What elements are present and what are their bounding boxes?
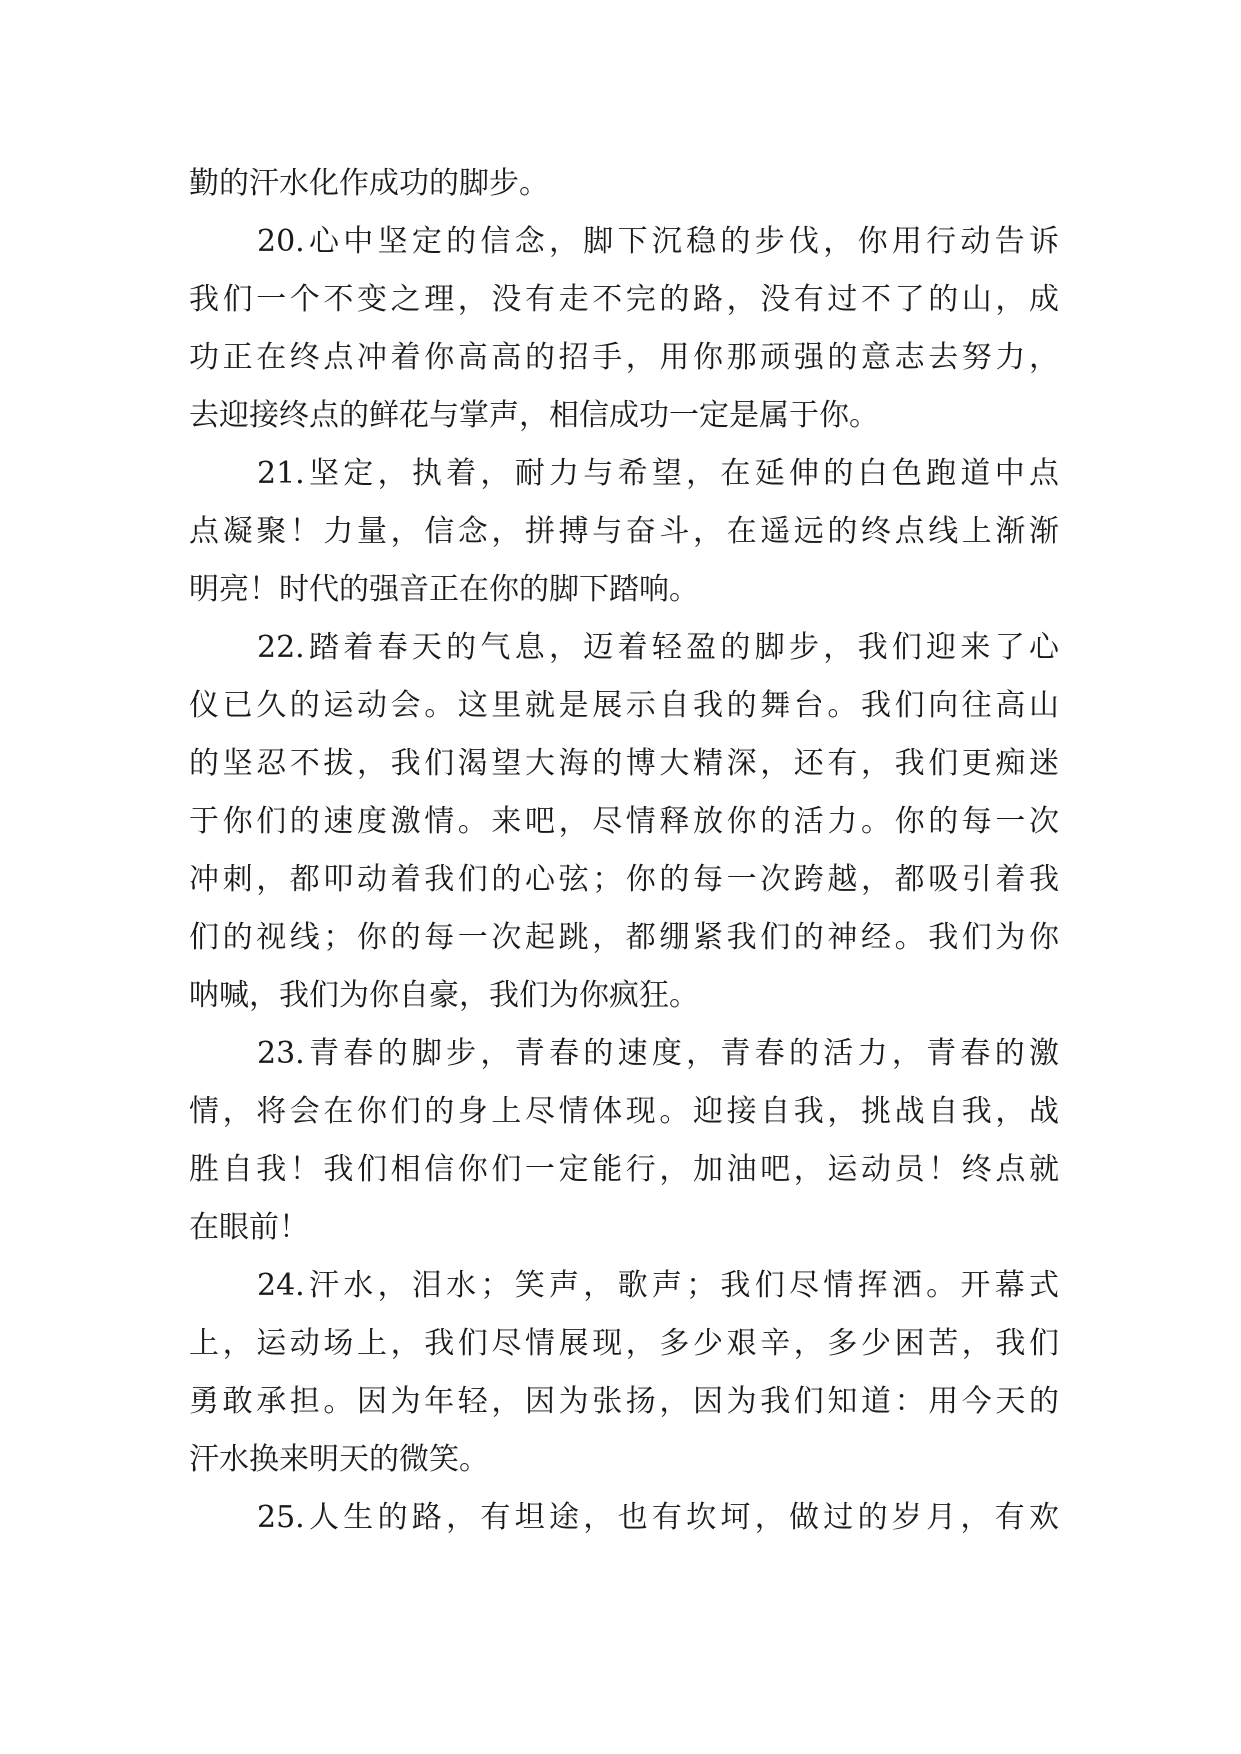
- body-text: [189, 155, 1059, 1547]
- text-line: 的坚忍不拔，我们渴望大海的博大精深，还有，我们更痴迷: [189, 746, 1059, 781]
- text-line: 情，将会在你们的身上尽情体现。迎接自我，挑战自我，战: [189, 1094, 1059, 1129]
- text-line: 21.坚定，执着，耐力与希望，在延伸的白色跑道中点: [257, 456, 1059, 491]
- text-line: 仪已久的运动会。这里就是展示自我的舞台。我们向往高山: [189, 688, 1059, 723]
- text-line: 胜自我！我们相信你们一定能行，加油吧，运动员！终点就: [189, 1152, 1059, 1187]
- text-line: 勇敢承担。因为年轻，因为张扬，因为我们知道：用今天的: [189, 1384, 1059, 1419]
- text-line: 上，运动场上，我们尽情展现，多少艰辛，多少困苦，我们: [189, 1326, 1059, 1361]
- text-line: 去迎接终点的鲜花与掌声，相信成功一定是属于你。: [189, 398, 879, 433]
- text-line: 我们一个不变之理，没有走不完的路，没有过不了的山，成: [189, 282, 1059, 317]
- text-line: 功正在终点冲着你高高的招手，用你那顽强的意志去努力，: [189, 340, 1059, 375]
- text-line: 点凝聚！力量，信念，拼搏与奋斗，在遥远的终点线上渐渐: [189, 514, 1059, 549]
- text-line: 们的视线；你的每一次起跳，都绷紧我们的神经。我们为你: [189, 920, 1059, 955]
- text-line: 25.人生的路，有坦途，也有坎坷，做过的岁月，有欢: [257, 1500, 1059, 1535]
- text-line: 22.踏着春天的气息，迈着轻盈的脚步，我们迎来了心: [257, 630, 1059, 665]
- text-line: 24.汗水，泪水；笑声，歌声；我们尽情挥洒。开幕式: [257, 1268, 1059, 1303]
- text-line: 勤的汗水化作成功的脚步。: [189, 166, 549, 201]
- text-line: 明亮！时代的强音正在你的脚下踏响。: [189, 572, 699, 607]
- text-line: 于你们的速度激情。来吧，尽情释放你的活力。你的每一次: [189, 804, 1059, 839]
- text-line: 呐喊，我们为你自豪，我们为你疯狂。: [189, 978, 699, 1013]
- text-line: 23.青春的脚步，青春的速度，青春的活力，青春的激: [257, 1036, 1059, 1071]
- text-line: 在眼前！: [189, 1210, 309, 1245]
- text-line: 20.心中坚定的信念，脚下沉稳的步伐，你用行动告诉: [257, 224, 1059, 259]
- text-line: 冲刺，都叩动着我们的心弦；你的每一次跨越，都吸引着我: [189, 862, 1059, 897]
- text-line: 汗水换来明天的微笑。: [189, 1442, 489, 1477]
